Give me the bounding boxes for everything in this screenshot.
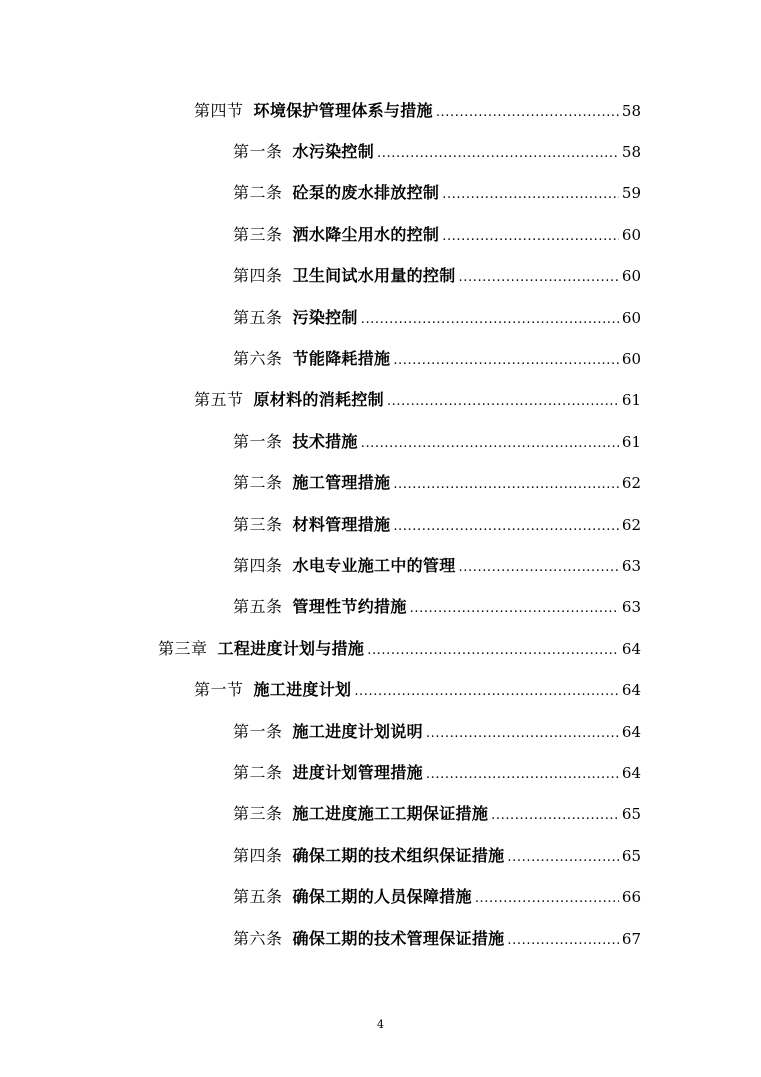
toc-entry-title: 施工进度施工工期保证措施	[292, 804, 489, 824]
toc-entry-page: 66	[621, 888, 641, 907]
toc-entry-title: 水电专业施工中的管理	[292, 555, 456, 575]
toc-entry-title: 原材料的消耗控制	[253, 390, 384, 410]
toc-entry-title: 确保工期的人员保障措施	[292, 887, 472, 907]
toc-entry-title: 工程进度计划与措施	[217, 638, 365, 658]
toc-entry[interactable]	[0, 918, 761, 959]
toc-entry-title: 确保工期的技术组织保证措施	[292, 845, 505, 865]
toc-entry-title: 节能降耗措施	[292, 349, 391, 369]
toc-entry-page: 59	[621, 184, 641, 203]
toc-leader-dots	[507, 851, 618, 864]
toc-entry[interactable]	[0, 835, 761, 876]
table-of-contents	[0, 90, 761, 959]
toc-leader-dots	[361, 313, 619, 326]
toc-leader-dots	[377, 147, 619, 160]
toc-leader-dots	[491, 809, 619, 822]
toc-entry[interactable]	[0, 794, 761, 835]
toc-entry[interactable]	[0, 711, 761, 752]
toc-entry-number: 第二条	[233, 183, 283, 203]
toc-entry[interactable]	[0, 214, 761, 255]
toc-entry-page: 64	[621, 722, 641, 741]
toc-entry-number: 第三条	[233, 804, 283, 824]
toc-entry-page: 64	[621, 681, 641, 700]
toc-entry-number: 第四条	[233, 555, 283, 575]
toc-entry-page: 61	[621, 391, 641, 410]
toc-entry-page: 58	[621, 143, 641, 162]
toc-entry-title: 技术措施	[292, 431, 358, 451]
toc-entry-number: 第五条	[233, 887, 283, 907]
toc-entry-number: 第五节	[194, 390, 244, 410]
toc-entry-page: 60	[621, 308, 641, 327]
toc-leader-dots	[393, 354, 619, 367]
toc-leader-dots	[426, 727, 619, 740]
toc-leader-dots	[410, 602, 619, 615]
toc-entry[interactable]	[0, 173, 761, 214]
toc-entry[interactable]	[0, 752, 761, 793]
toc-entry-title: 卫生间试水用量的控制	[292, 266, 456, 286]
toc-entry-page: 67	[621, 929, 641, 948]
toc-entry[interactable]	[0, 256, 761, 297]
toc-leader-dots	[459, 561, 619, 574]
toc-entry-page: 65	[621, 846, 641, 865]
toc-entry-page: 65	[621, 805, 641, 824]
toc-entry-title: 水污染控制	[292, 142, 375, 162]
toc-leader-dots	[387, 395, 619, 408]
toc-entry-title: 管理性节约措施	[292, 597, 407, 617]
toc-entry-title: 确保工期的技术管理保证措施	[292, 928, 505, 948]
toc-entry-title: 进度计划管理措施	[292, 762, 423, 782]
page-number-footer: 4	[377, 1018, 384, 1031]
toc-entry-page: 63	[621, 598, 641, 617]
toc-leader-dots	[361, 437, 619, 450]
toc-leader-dots	[367, 644, 619, 657]
toc-entry-title: 材料管理措施	[292, 514, 391, 534]
toc-entry[interactable]	[0, 380, 761, 421]
toc-leader-dots	[426, 768, 619, 781]
toc-leader-dots	[475, 892, 619, 905]
toc-entry-number: 第二条	[233, 473, 283, 493]
toc-entry[interactable]	[0, 628, 761, 669]
toc-entry[interactable]	[0, 421, 761, 462]
toc-entry-title: 施工进度计划说明	[292, 721, 423, 741]
toc-entry-number: 第三章	[158, 638, 208, 658]
toc-entry[interactable]	[0, 504, 761, 545]
toc-entry-page: 60	[621, 225, 641, 244]
toc-entry[interactable]	[0, 587, 761, 628]
toc-entry-number: 第一条	[233, 721, 283, 741]
toc-entry[interactable]	[0, 545, 761, 586]
toc-entry-number: 第三条	[233, 224, 283, 244]
toc-entry[interactable]	[0, 90, 761, 131]
toc-entry-number: 第五条	[233, 597, 283, 617]
toc-entry-page: 62	[621, 474, 641, 493]
toc-entry-title: 洒水降尘用水的控制	[292, 224, 440, 244]
toc-entry-page: 62	[621, 515, 641, 534]
toc-leader-dots	[436, 106, 619, 119]
toc-entry[interactable]	[0, 131, 761, 172]
toc-entry-page: 58	[621, 101, 641, 120]
toc-entry-page: 60	[621, 350, 641, 369]
toc-leader-dots	[442, 188, 619, 201]
toc-entry[interactable]	[0, 338, 761, 379]
toc-entry-number: 第四条	[233, 845, 283, 865]
toc-entry-page: 63	[621, 556, 641, 575]
toc-leader-dots	[393, 478, 619, 491]
toc-leader-dots	[354, 685, 619, 698]
toc-entry[interactable]	[0, 463, 761, 504]
toc-entry-page: 64	[621, 763, 641, 782]
toc-entry-number: 第一节	[194, 680, 244, 700]
toc-entry-page: 61	[621, 432, 641, 451]
toc-entry-number: 第三条	[233, 514, 283, 534]
toc-entry-number: 第四节	[194, 100, 244, 120]
toc-leader-dots	[393, 520, 619, 533]
toc-entry-page: 64	[621, 639, 641, 658]
toc-leader-dots	[459, 271, 619, 284]
toc-entry-number: 第一条	[233, 431, 283, 451]
toc-entry-title: 污染控制	[292, 307, 358, 327]
toc-entry-title: 环境保护管理体系与措施	[253, 100, 433, 120]
toc-leader-dots	[507, 934, 618, 947]
toc-entry[interactable]	[0, 876, 761, 917]
toc-entry-title: 砼泵的废水排放控制	[292, 183, 440, 203]
toc-entry-number: 第五条	[233, 307, 283, 327]
toc-entry-title: 施工进度计划	[253, 680, 352, 700]
toc-entry[interactable]	[0, 297, 761, 338]
toc-entry[interactable]	[0, 669, 761, 710]
toc-entry-number: 第二条	[233, 762, 283, 782]
toc-entry-page: 60	[621, 267, 641, 286]
toc-entry-number: 第一条	[233, 142, 283, 162]
toc-entry-number: 第四条	[233, 266, 283, 286]
toc-entry-number: 第六条	[233, 349, 283, 369]
toc-entry-number: 第六条	[233, 928, 283, 948]
toc-entry-title: 施工管理措施	[292, 473, 391, 493]
toc-leader-dots	[442, 230, 619, 243]
